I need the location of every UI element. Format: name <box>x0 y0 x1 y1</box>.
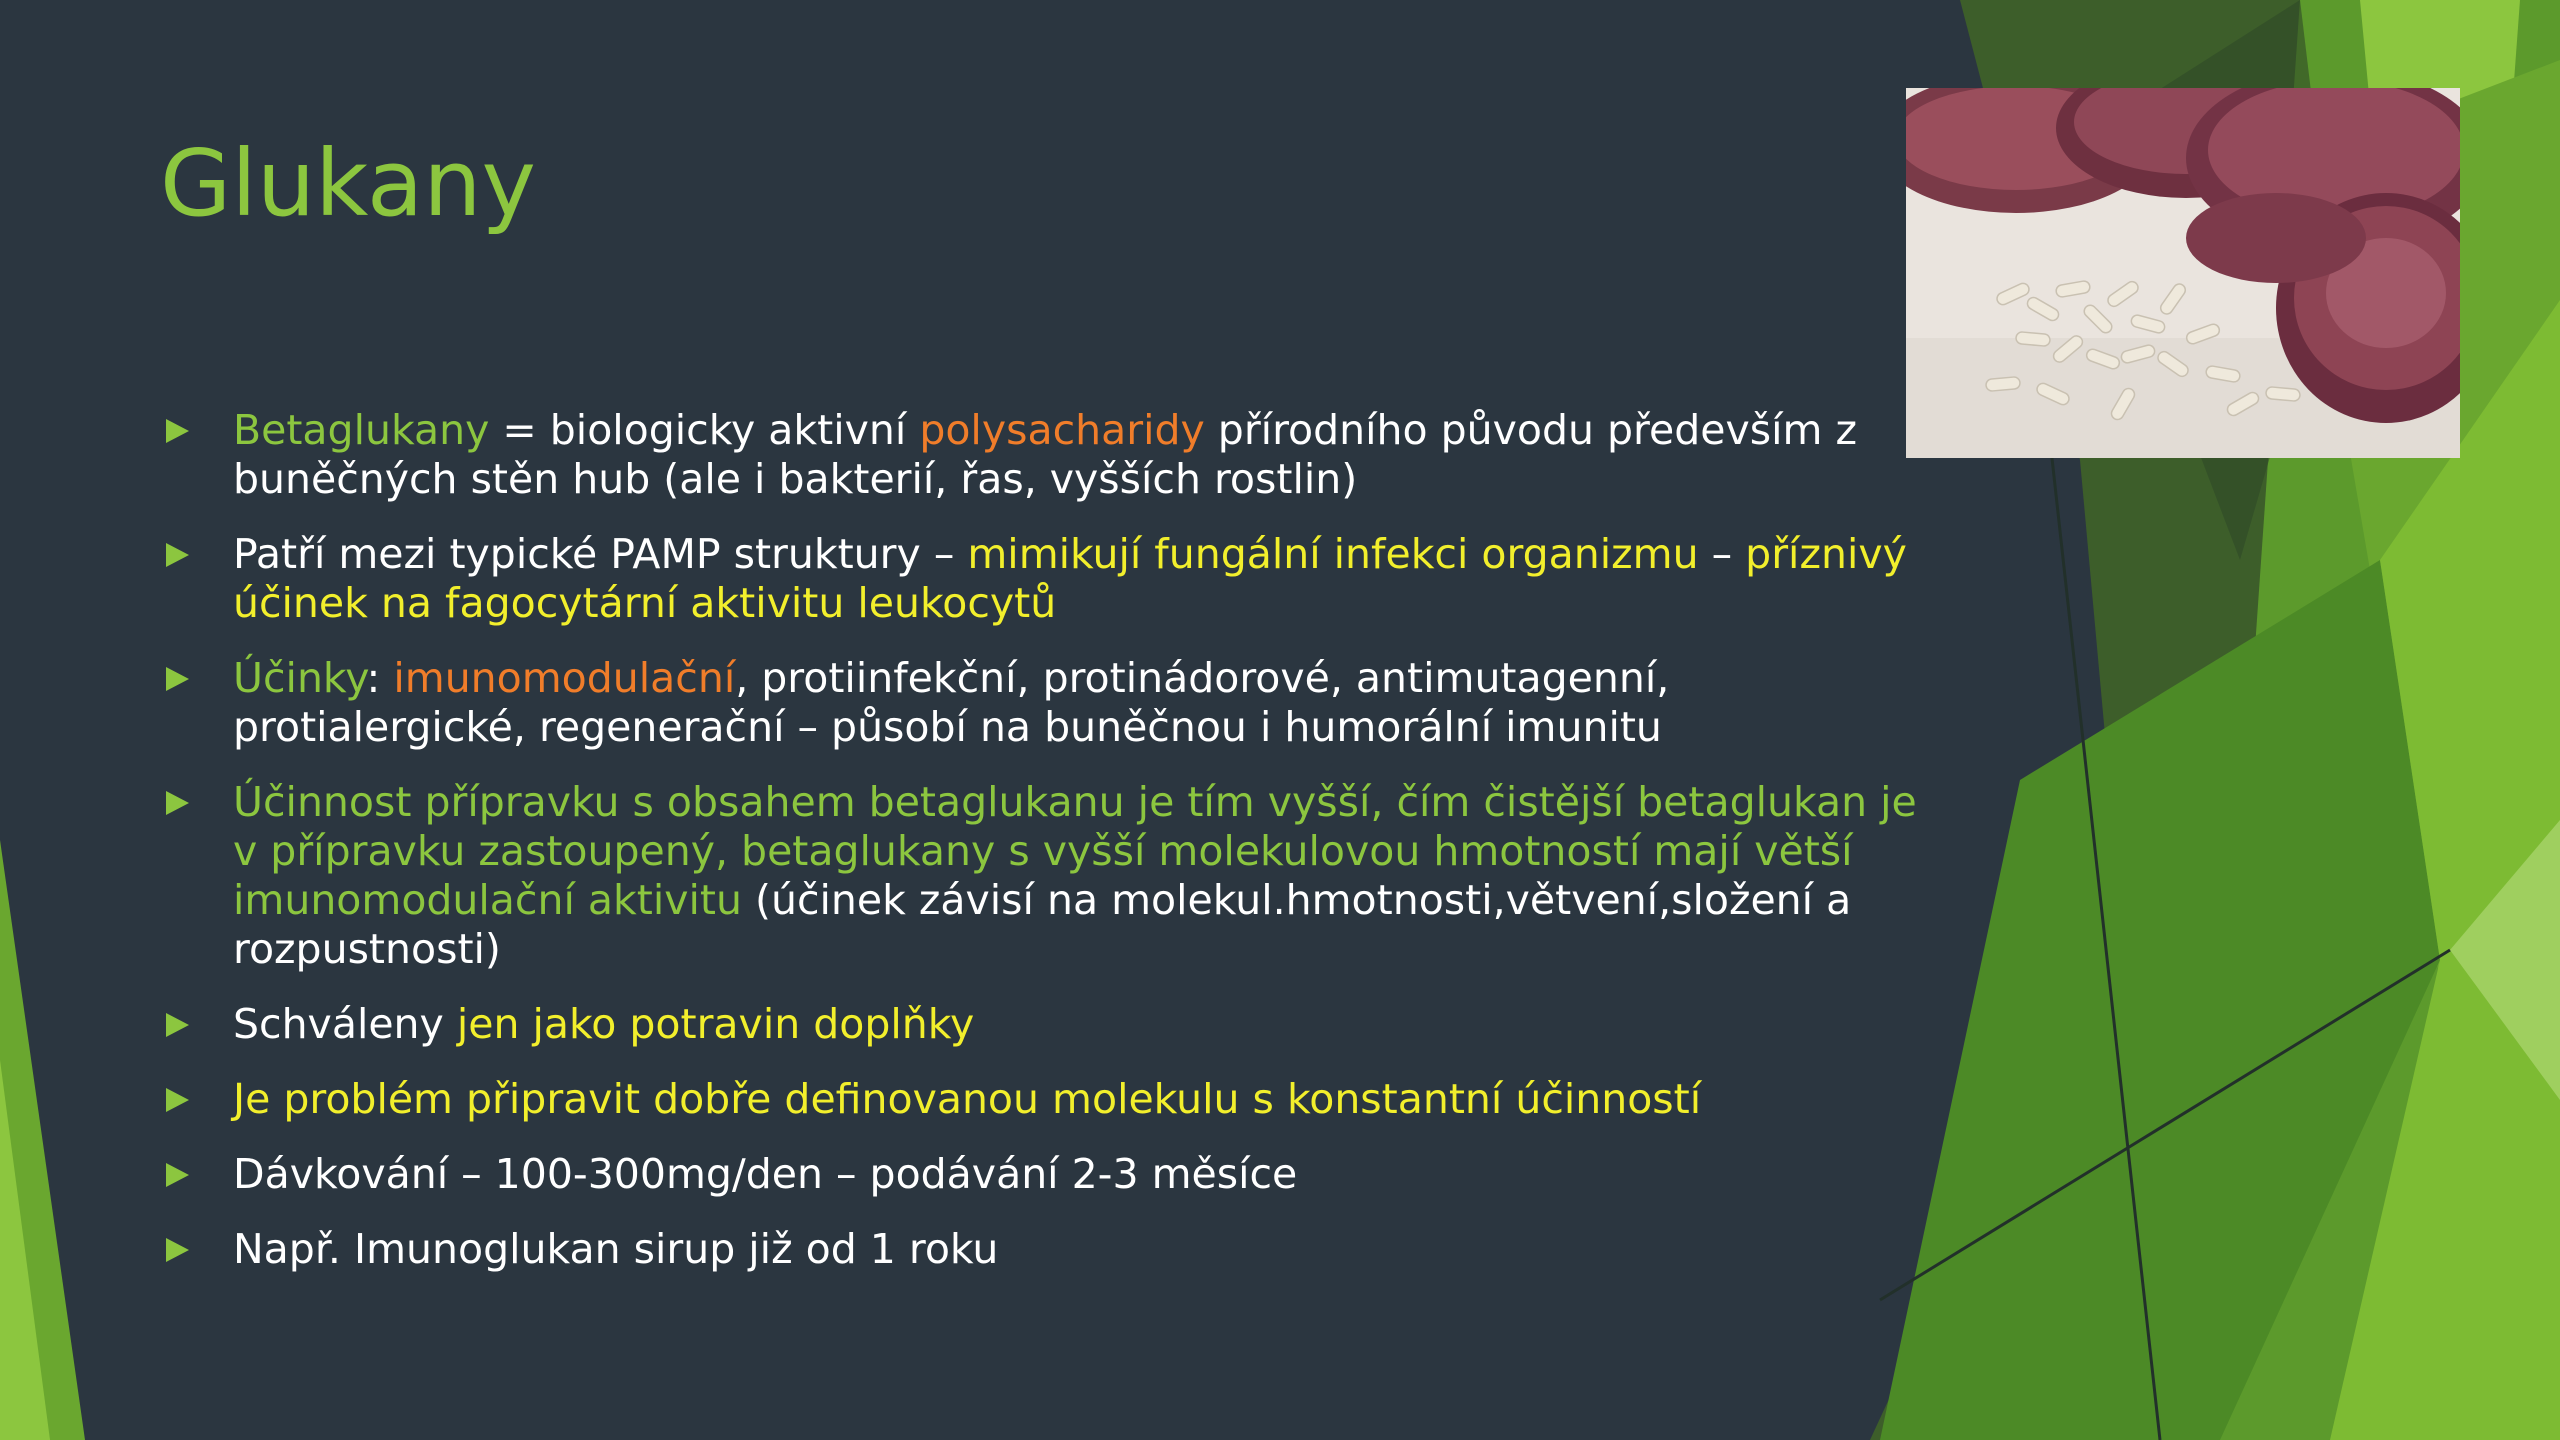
bullet-item <box>160 1000 1920 1049</box>
bullet-text-run: imunomodulační <box>393 654 736 702</box>
bullet-arrow-icon <box>166 1013 189 1037</box>
bullet-item <box>160 654 1920 752</box>
bullet-arrow-icon <box>166 1163 189 1187</box>
bullet-arrow-icon <box>166 1088 189 1112</box>
bullet-item <box>160 1075 1920 1124</box>
bullet-text-run: Účinky <box>233 654 367 702</box>
reishi-mushroom-image <box>1906 88 2460 458</box>
bullet-text-run: jen jako potravin doplňky <box>456 1000 975 1048</box>
bullet-text-run: příznivý účinek na fagocytární aktivitu leukocytů <box>233 530 1907 627</box>
bullet-list <box>160 406 1920 1300</box>
bullet-item <box>160 1225 1920 1274</box>
bullet-item <box>160 406 1920 504</box>
slide-title: Glukany <box>160 130 536 237</box>
bullet-text-run: – <box>1698 530 1746 578</box>
bullet-arrow-icon <box>166 419 189 443</box>
bullet-text-run: (účinek závisí na molekul.hmotnosti,větvení,složení a rozpustnosti) <box>233 876 1852 973</box>
bullet-text-run: polysacharidy <box>919 406 1205 454</box>
bullet-text-run: Patří mezi typické PAMP struktury – <box>233 530 968 578</box>
bullet-item <box>160 530 1920 628</box>
bullet-text-run: Účinnost přípravku s obsahem betaglukanu je tím vyšší, čím čistější betaglukan je v přípravku zastoupený, betaglukany s vyšší molekulovou hmotností mají větší imunomodulační aktivitu <box>233 778 1917 924</box>
bullet-text-run: Je problém připravit dobře definovanou molekulu s konstantní účinností <box>233 1075 1702 1123</box>
bullet-text-run: přírodního původu především z buněčných stěn hub (ale i bakterií, řas, vyšších rostlin) <box>233 406 1857 503</box>
bullet-text-run: Např. Imunoglukan sirup již od 1 roku <box>233 1225 999 1273</box>
bullet-text-run: = biologicky aktivní <box>489 406 920 454</box>
bullet-text-run: Betaglukany <box>233 406 490 454</box>
bullet-arrow-icon <box>166 543 189 567</box>
bullet-text-run: : <box>366 654 394 702</box>
bullet-arrow-icon <box>166 791 189 815</box>
bullet-item <box>160 778 1920 974</box>
bullet-text-run: , protiinfekční, protinádorové, antimutagenní, protialergické, regenerační – působí na buněčnou i humorální imunitu <box>233 654 1670 751</box>
bullet-arrow-icon <box>166 667 189 691</box>
bullet-text-run: Schváleny <box>233 1000 457 1048</box>
bullet-text-run: mimikují fungální infekci organizmu <box>967 530 1699 578</box>
bullet-text-run: Dávkování – 100-300mg/den – podávání 2-3 měsíce <box>233 1150 1298 1198</box>
bullet-item <box>160 1150 1920 1199</box>
bullet-arrow-icon <box>166 1238 189 1262</box>
